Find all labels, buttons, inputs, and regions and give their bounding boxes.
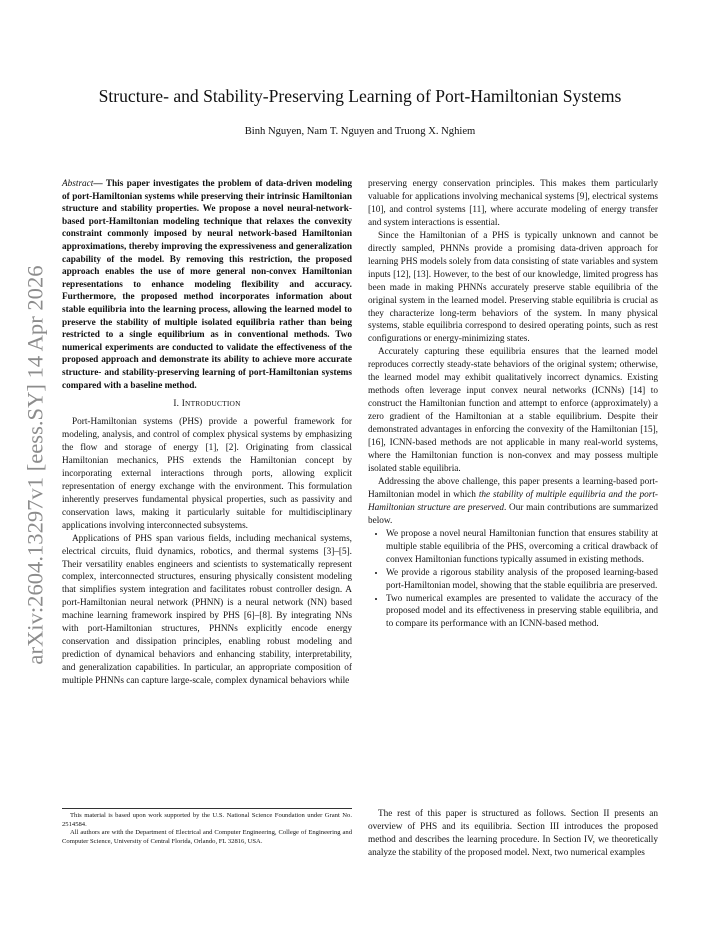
closing-paragraph: The rest of this paper is structured as follows. Section II presents an overview of PHS and its equilibria. Section III introduces the proposed method and describes the learning procedure. In Section IV, we theoretically analyze the stability of the proposed model. Next, two numerical examples bbox=[368, 809, 658, 858]
abstract bbox=[62, 178, 352, 392]
right-column bbox=[368, 178, 658, 631]
footnote-funding: This material is based upon work supported by the U.S. National Science Foundation under Grant No. 2514584. bbox=[62, 812, 352, 828]
arxiv-stamp bbox=[6, 245, 66, 685]
intro-paragraph-2: Applications of PHS span various fields, including mechanical systems, electrical circuits, fluid dynamics, robotics, and thermal systems [3]–[5]. Their versatility enables engineers and scientists to systematically represent complex, interconnected structures, ensuring physically consistent modeling that simplifies system integration and facilitates robust controller design. A port-Hamiltonian neural network (PHNN) is a neural network (NN) based machine learning framework inspired by PHS [6]–[8]. By integrating NNs with port-Hamiltonian structures, PHNNs explicitly encode energy conservation and dissipation principles, enabling robust modeling and prediction of dynamical behaviors and enhancing stability, interpretability, and generalization capabilities. In particular, an appropriate composition of multiple PHNNs can capture large-scale, complex dynamical behaviors while bbox=[62, 533, 352, 687]
closing-block bbox=[368, 808, 658, 860]
section-title-initial: I bbox=[181, 399, 186, 410]
contribution-item: • We propose a novel neural Hamiltonian function that ensures stability at multiple stable equilibria of the PHS, overcoming a critical drawback of convex Hamiltonian functions typically assumed in existing methods. bbox=[386, 528, 658, 567]
abstract-body: — This paper investigates the problem of data-driven modeling of port-Hamiltonian systems while preserving their intrinsic Hamiltonian structure and stability properties. We propose a novel neural-network-based port-Hamiltonian modeling technique that relaxes the convexity constraint commonly imposed by neural network-based Hamiltonian approximations, thereby improving the expressiveness and generalization capability of the model. By removing this restriction, the proposed approach enables the use of more general non-convex Hamiltonian representations to enhance modeling flexibility and accuracy. Furthermore, the proposed method incorporates information about stable equilibria into the learning process, allowing the learned model to preserve the stability of multiple isolated equilibria rather than being restricted to a single equilibrium as in conventional methods. Two numerical experiments are conducted to validate the effectiveness of the proposed approach and demonstrate its ability to achieve more accurate structure- and stability-preserving learning of port-Hamiltonian systems compared with a baseline method. bbox=[62, 179, 352, 391]
footnote-affiliation: All authors are with the Department of Electrical and Computer Engineering, College of Engineering and Computer Science, University of Central Florida, Orlando, FL 32816, USA. bbox=[62, 829, 352, 845]
footnotes bbox=[62, 808, 352, 846]
section-title-rest: NTRODUCTION bbox=[185, 399, 241, 409]
intro-paragraph-1: Port-Hamiltonian systems (PHS) provide a powerful framework for modeling, analysis, and control of complex physical systems by emphasizing the flow and storage of energy [1], [2]. Originating from classical Hamiltonian mechanics, PHS extends the Hamiltonian concept by incorporating external interactions through ports, allowing explicit representation of energy exchange with the environment. This formulation inherently preserves fundamental physical properties, such as passivity and conservation laws, making it particularly suitable for multidisciplinary applications involving interconnected subsystems. bbox=[62, 417, 352, 531]
right-paragraph-2: Since the Hamiltonian of a PHS is typically unknown and cannot be directly sampled, PHNNs provide a promising data-driven approach for learning PHS models solely from data consisting of state variables and system inputs [12], [13]. However, to the best of our knowledge, limited progress has been made in making PHNNs accurately preserve stable equilibria of the original system in the learned model. Preserving stable equilibria is crucial as they characterize long-term behaviors of the system. In many physical systems, stable equilibria correspond to desired operating points, such as rest configurations or energy-minimizing states. bbox=[368, 230, 658, 345]
section-heading-introduction bbox=[62, 398, 352, 411]
contribution-item: • Two numerical examples are presented to validate the accuracy of the proposed model and its effectiveness in preserving stable equilibria, and to compare its performance with an ICNN-based method. bbox=[386, 593, 658, 632]
right-paragraph-1: preserving energy conservation principles. This makes them particularly valuable for applications involving mechanical systems [9], electrical systems [10], and control systems [11], where accurate modeling of energy transfer and system interactions is essential. bbox=[368, 179, 658, 228]
contribution-list bbox=[368, 528, 658, 632]
left-column bbox=[62, 178, 352, 688]
contribution-item: • We provide a rigorous stability analysis of the proposed learning-based port-Hamiltonian model, showing that the stable equilibria are preserved. bbox=[386, 567, 658, 593]
addressing-emphasis: the stability of multiple equilibria and the port-Hamiltonian structure are preserved bbox=[368, 489, 658, 513]
section-numeral: I. bbox=[173, 399, 182, 410]
right-paragraph-3: Accurately capturing these equilibria ensures that the learned model reproduces correctly steady-state behaviors of the original system; otherwise, the learned model may exhibit qualitatively incorrect dynamics. Existing methods often leverage input convex neural networks (ICNNs) [14] to construct the Hamiltonian function and attempt to enforce (approximately) a zero gradient of the Hamiltonian at a stable equilibrium. Despite their demonstrated advantages in enforcing the convexity of the Hamiltonian [15], [16], ICNN-based methods are not applicable in many real-world systems, where the Hamiltonian function is non-convex and may possess multiple isolated stable equilibria. bbox=[368, 347, 658, 474]
addressing-after: . Our main contributions are summarized below. bbox=[368, 502, 659, 526]
paper-title: Structure- and Stability-Preserving Learning of Port-Hamiltonian Systems bbox=[98, 86, 622, 106]
abstract-lead: Abstract bbox=[62, 179, 94, 189]
author-list: Binh Nguyen, Nam T. Nguyen and Truong X. Nghiem bbox=[244, 126, 476, 137]
addressing-before: Addressing the above challenge, this paper presents a learning-based port-Hamiltonian model in which bbox=[368, 476, 658, 500]
arxiv-stamp-text: arXiv:2604.13297v1 [eess.SY] 14 Apr 2026 bbox=[23, 265, 48, 665]
addressing-paragraph bbox=[368, 476, 658, 528]
